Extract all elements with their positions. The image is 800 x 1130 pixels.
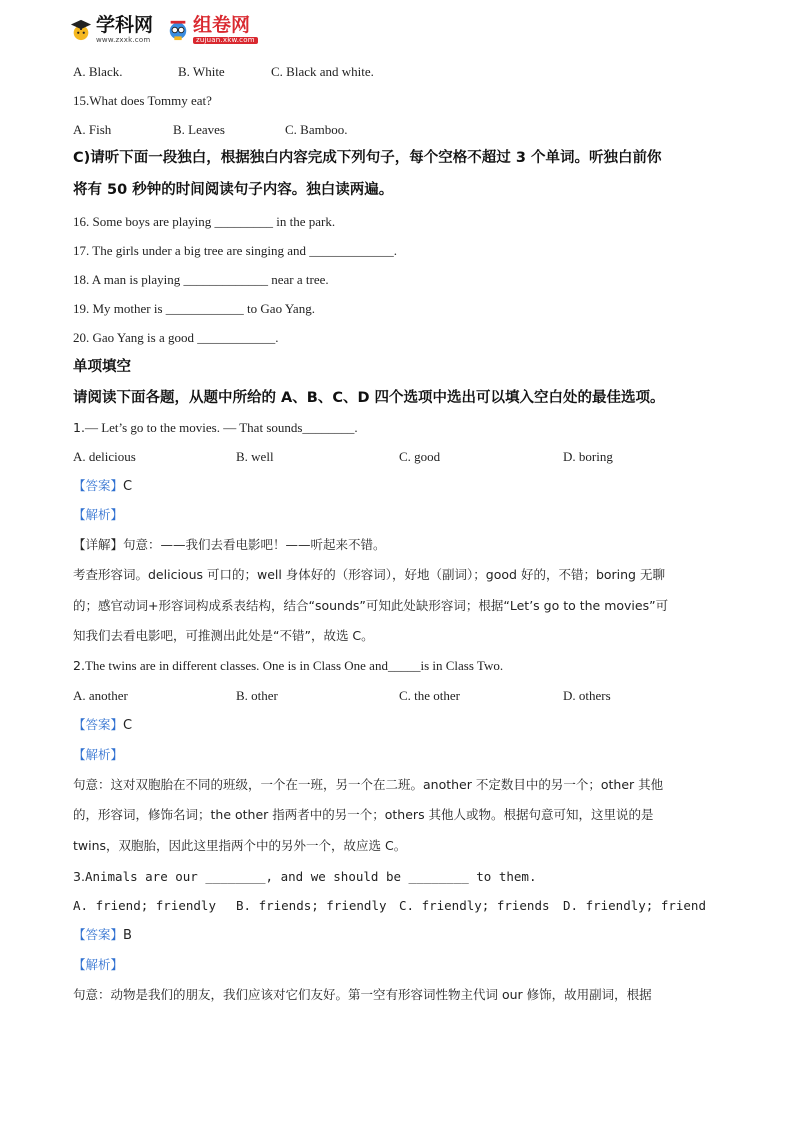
section-title: 单项填空 <box>73 359 131 375</box>
q3-question: Animals are our ________, and we should be ________ to them. <box>84 869 537 884</box>
q2-number: 2. <box>73 658 85 673</box>
fill-item-20: 20. Gao Yang is a good ____________. <box>73 330 279 345</box>
q1-option-d: D. boring <box>563 449 613 464</box>
q1-explain-2: 的；感官动词+形容词构成系表结构，结合“sounds”可知此处缺形容词；根据“Let’s go to the movies”可 <box>73 598 669 613</box>
q3-answer-value: B <box>123 928 132 943</box>
q3-option-d: D. friendly; friend <box>563 898 706 913</box>
q2-option-c: C. the other <box>399 688 461 703</box>
section-c-instruction-2: 将有 50 秒钟的时间阅读句子内容。独白读两遍。 <box>73 182 394 198</box>
q1-question-line <box>73 419 358 437</box>
logo2-url: zujuan.xkw.com <box>193 37 258 44</box>
q2-explain-2: 的，形容词，修饰名词；the other 指两者中的另一个；others 其他人或物。根据句意可知，这里说的是 <box>73 807 654 822</box>
fill-item-18: 18. A man is playing _____________ near a tree. <box>73 272 329 287</box>
q14-option-c: C. Black and white. <box>271 64 374 79</box>
section-c-instruction-1: C)请听下面一段独白，根据独白内容完成下列句子，每个空格不超过 3 个单词。听独白前你 <box>73 150 662 166</box>
q2-question-line <box>73 657 503 675</box>
q1-explain-1: 考查形容词。delicious 可口的；well 身体好的（形容词），好地（副词）；good 好的，不错；boring 无聊 <box>73 567 665 582</box>
logo-xueke <box>70 16 153 44</box>
q1-option-a: A. delicious <box>73 449 136 464</box>
q15-question: 15.What does Tommy eat? <box>73 93 212 108</box>
q1-answer-label: 【答案】 <box>73 478 124 493</box>
section-instruction: 请阅读下面各题，从题中所给的 A、B、C、D 四个选项中选出可以填入空白处的最佳选项。 <box>73 390 665 406</box>
q3-number: 3. <box>73 869 85 884</box>
logo-zujuan <box>167 16 258 44</box>
graduate-cap-icon <box>70 18 92 42</box>
q1-question: — Let’s go to the movies. — That sounds________. <box>84 420 358 435</box>
q3-option-c: C. friendly; friends <box>399 898 550 913</box>
q1-answer-value: C <box>123 479 133 494</box>
q2-option-b: B. other <box>236 688 278 703</box>
q2-option-d: D. others <box>563 688 611 703</box>
mascot-icon <box>167 18 189 42</box>
q2-answer-value: C <box>123 718 133 733</box>
q2-explain-3: twins，双胞胎，因此这里指两个中的另外一个，故应选 C。 <box>73 838 407 853</box>
q14-option-b: B. White <box>178 64 225 79</box>
q1-option-c: C. good <box>399 449 441 464</box>
q2-question: The twins are in different classes. One is in Class One and_____is in Class Two. <box>84 658 504 673</box>
q1-option-b: B. well <box>236 449 274 464</box>
q1-explain-3: 知我们去看电影吧，可推测出此处是“不错”，故选 C。 <box>73 628 374 643</box>
q3-option-b: B. friends; friendly <box>236 898 387 913</box>
q3-answer <box>73 926 132 945</box>
q1-number: 1. <box>73 420 85 435</box>
q3-option-a: A. friend; friendly <box>73 898 216 913</box>
fill-item-17: 17. The girls under a big tree are singing and _____________. <box>73 243 397 258</box>
q3-answer-label: 【答案】 <box>73 927 124 942</box>
fill-item-19: 19. My mother is ____________ to Gao Yang. <box>73 301 315 316</box>
q2-explain-1: 句意：这对双胞胎在不同的班级，一个在一班，另一个在二班。another 不定数目中的另一个；other 其他 <box>73 777 664 792</box>
q2-option-a: A. another <box>73 688 128 703</box>
q3-analysis-label: 【解析】 <box>73 957 124 972</box>
q2-analysis-label: 【解析】 <box>73 747 124 762</box>
q1-answer <box>73 477 132 496</box>
header-logos <box>70 10 258 50</box>
q3-explain-1: 句意：动物是我们的朋友，我们应该对它们友好。第一空有形容词性物主代词 our 修饰，故用副词，根据 <box>73 987 652 1002</box>
logo2-name: 组卷网 <box>193 14 251 36</box>
logo1-name: 学科网 <box>96 14 154 36</box>
q1-detail: 【详解】句意：——我们去看电影吧！——听起来不错。 <box>73 537 386 552</box>
q15-option-a: A. Fish <box>73 122 112 137</box>
logo1-url: www.zxxk.com <box>96 36 151 44</box>
fill-item-16: 16. Some boys are playing _________ in the park. <box>73 214 336 229</box>
q15-option-c: C. Bamboo. <box>285 122 348 137</box>
q14-option-a: A. Black. <box>73 64 123 79</box>
q1-analysis-label: 【解析】 <box>73 507 124 522</box>
q2-answer <box>73 716 132 735</box>
q3-question-line <box>73 868 536 886</box>
q15-option-b: B. Leaves <box>173 122 225 137</box>
q2-answer-label: 【答案】 <box>73 717 124 732</box>
